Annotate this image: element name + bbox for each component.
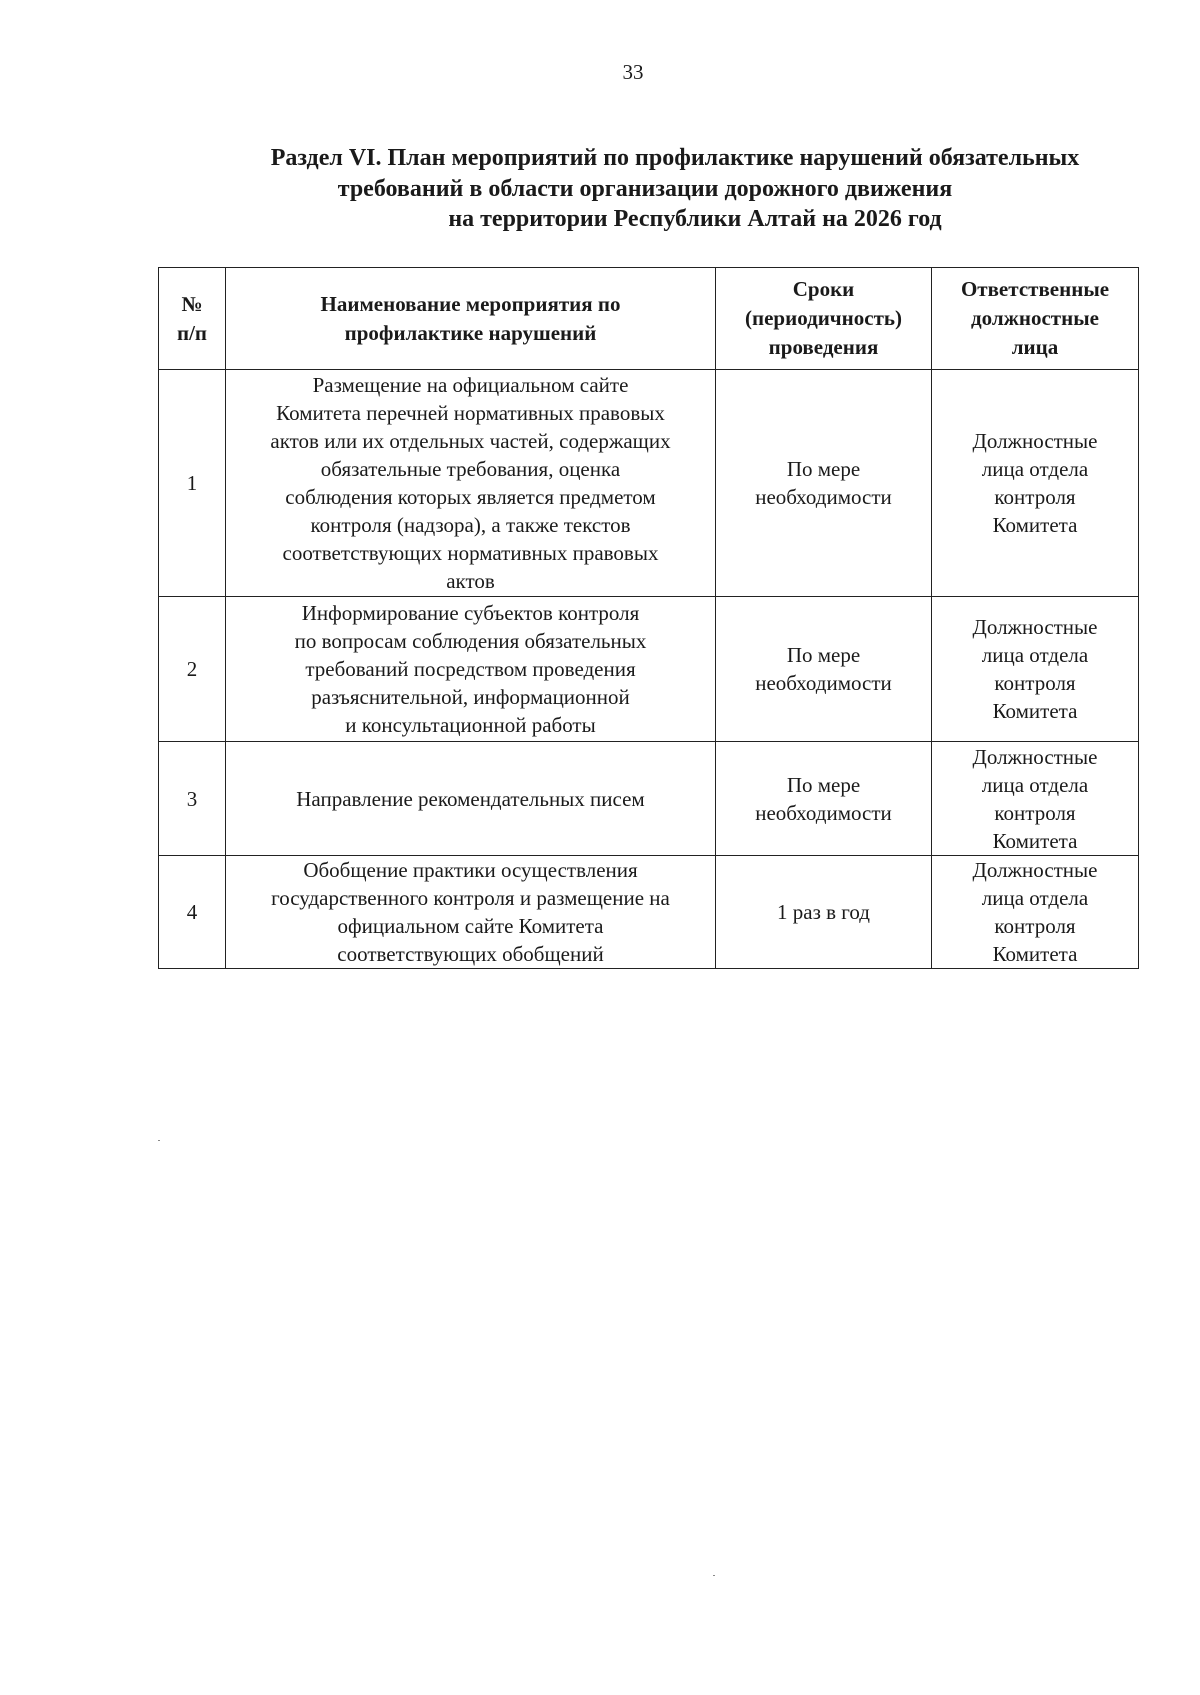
row-terms: По мере необходимости (716, 370, 932, 597)
row-responsible: Должностные лица отдела контроля Комитета (932, 370, 1139, 597)
row-number: 1 (159, 370, 226, 597)
prevention-plan-table (158, 267, 1139, 969)
row-number: 4 (159, 856, 226, 969)
section-title (140, 143, 1150, 234)
header-activity-name: Наименование мероприятия по профилактике нарушений (226, 268, 716, 370)
row-activity-name: Обобщение практики осуществления государственного контроля и размещение на официальном сайте Комитета соответствующих обобщений (226, 856, 716, 969)
scan-speck (158, 1140, 160, 1141)
header-responsible: Ответственные должностные лица (932, 268, 1139, 370)
row-terms: 1 раз в год (716, 856, 932, 969)
scan-speck (713, 1575, 715, 1576)
table-header-row (159, 268, 1139, 370)
table-row (159, 742, 1139, 856)
row-activity-name: Направление рекомендательных писем (226, 742, 716, 856)
header-number: № п/п (159, 268, 226, 370)
section-title-line-2: требований в области организации дорожного движения (337, 176, 953, 202)
table-row (159, 370, 1139, 597)
row-number: 2 (159, 597, 226, 742)
row-responsible: Должностные лица отдела контроля Комитета (932, 856, 1139, 969)
header-terms: Сроки (периодичность) проведения (716, 268, 932, 370)
page-number: 33 (622, 60, 644, 84)
section-title-line-3: на территории Республики Алтай на 2026 год (448, 206, 942, 232)
table-row (159, 856, 1139, 969)
row-responsible: Должностные лица отдела контроля Комитета (932, 597, 1139, 742)
row-terms: По мере необходимости (716, 597, 932, 742)
section-title-line-1: Раздел VI. План мероприятий по профилактике нарушений обязательных (270, 145, 1080, 171)
row-responsible: Должностные лица отдела контроля Комитета (932, 742, 1139, 856)
row-terms: По мере необходимости (716, 742, 932, 856)
row-activity-name: Информирование субъектов контроля по вопросам соблюдения обязательных требований посредством проведения разъяснительной, информационной и консультационной работы (226, 597, 716, 742)
row-number: 3 (159, 742, 226, 856)
table-row (159, 597, 1139, 742)
row-activity-name: Размещение на официальном сайте Комитета перечней нормативных правовых актов или их отдельных частей, содержащих обязательные требования, оценка соблюдения которых является предметом контроля (надзора), а также текстов соответствующих нормативных правовых актов (226, 370, 716, 597)
